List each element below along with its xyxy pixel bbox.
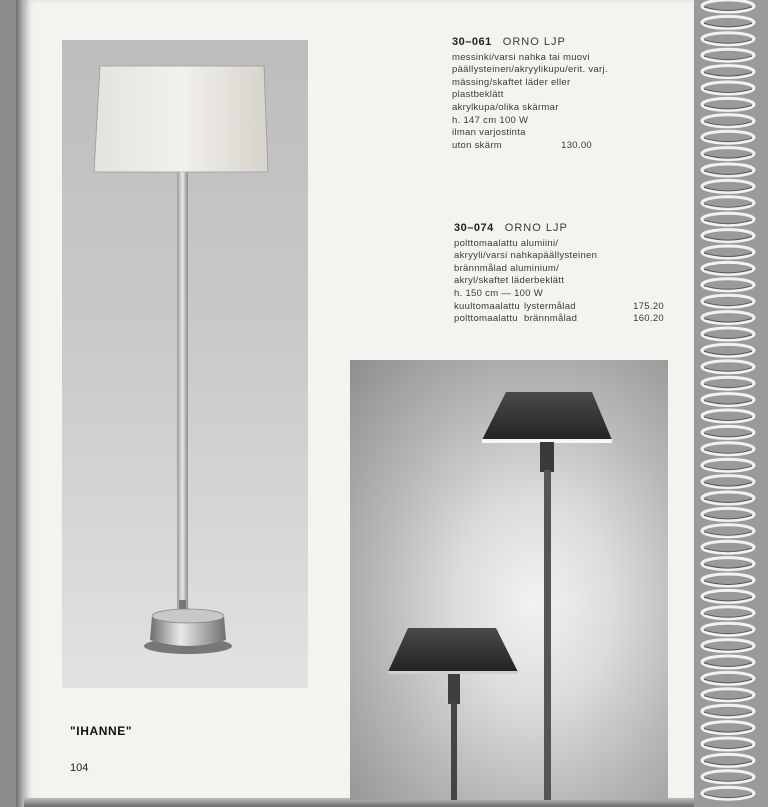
spiral-binding <box>694 0 768 807</box>
price-value: 160.20 <box>633 313 664 325</box>
two-lamps-photo <box>350 360 668 800</box>
product-entry-30-061 <box>452 36 608 152</box>
price-value: 130.00 <box>561 139 592 151</box>
product-name: ORNO LJP <box>502 36 566 48</box>
description-line: mässing/skaftet läder eller <box>452 76 571 88</box>
description-line: akryl/skaftet läderbeklätt <box>454 275 565 287</box>
description-line: brännmålad aluminium/ <box>454 262 560 274</box>
product-code: 30–061 <box>452 36 492 48</box>
price-variant: brännmålad <box>524 313 578 325</box>
description-line: akryyli/varsi nahkapäällysteinen <box>454 250 598 262</box>
price-label: polttomaalattu <box>454 313 518 325</box>
price-label: uton skärm <box>452 139 502 151</box>
price-row <box>452 140 608 153</box>
description-line: polttomaalattu alumiini/ <box>454 237 559 249</box>
floor-lamp-photo <box>62 40 308 688</box>
price-variant: lystermålad <box>524 300 576 312</box>
page-number: 104 <box>70 762 89 774</box>
description-line: messinki/varsi nahka tai muovi <box>452 51 590 63</box>
lamp-title: "IHANNE" <box>70 724 133 738</box>
price-row <box>454 301 664 314</box>
product-name: ORNO LJP <box>504 222 568 234</box>
description-line: akrylkupa/olika skärmar <box>452 101 559 113</box>
description-line: ilman varjostinta <box>452 127 526 139</box>
description-line: h. 150 cm — 100 W <box>454 287 544 299</box>
price-value: 175.20 <box>633 300 664 312</box>
description-line: päällysteinen/akryylikupu/erit. varj. <box>452 64 608 76</box>
product-entry-30-074 <box>454 222 664 326</box>
price-label: kuultomaalattu <box>454 300 520 312</box>
description-line: plastbeklätt <box>452 89 504 101</box>
description-line: h. 147 cm 100 W <box>452 114 529 126</box>
product-code: 30–074 <box>454 222 494 234</box>
price-row <box>454 313 664 326</box>
